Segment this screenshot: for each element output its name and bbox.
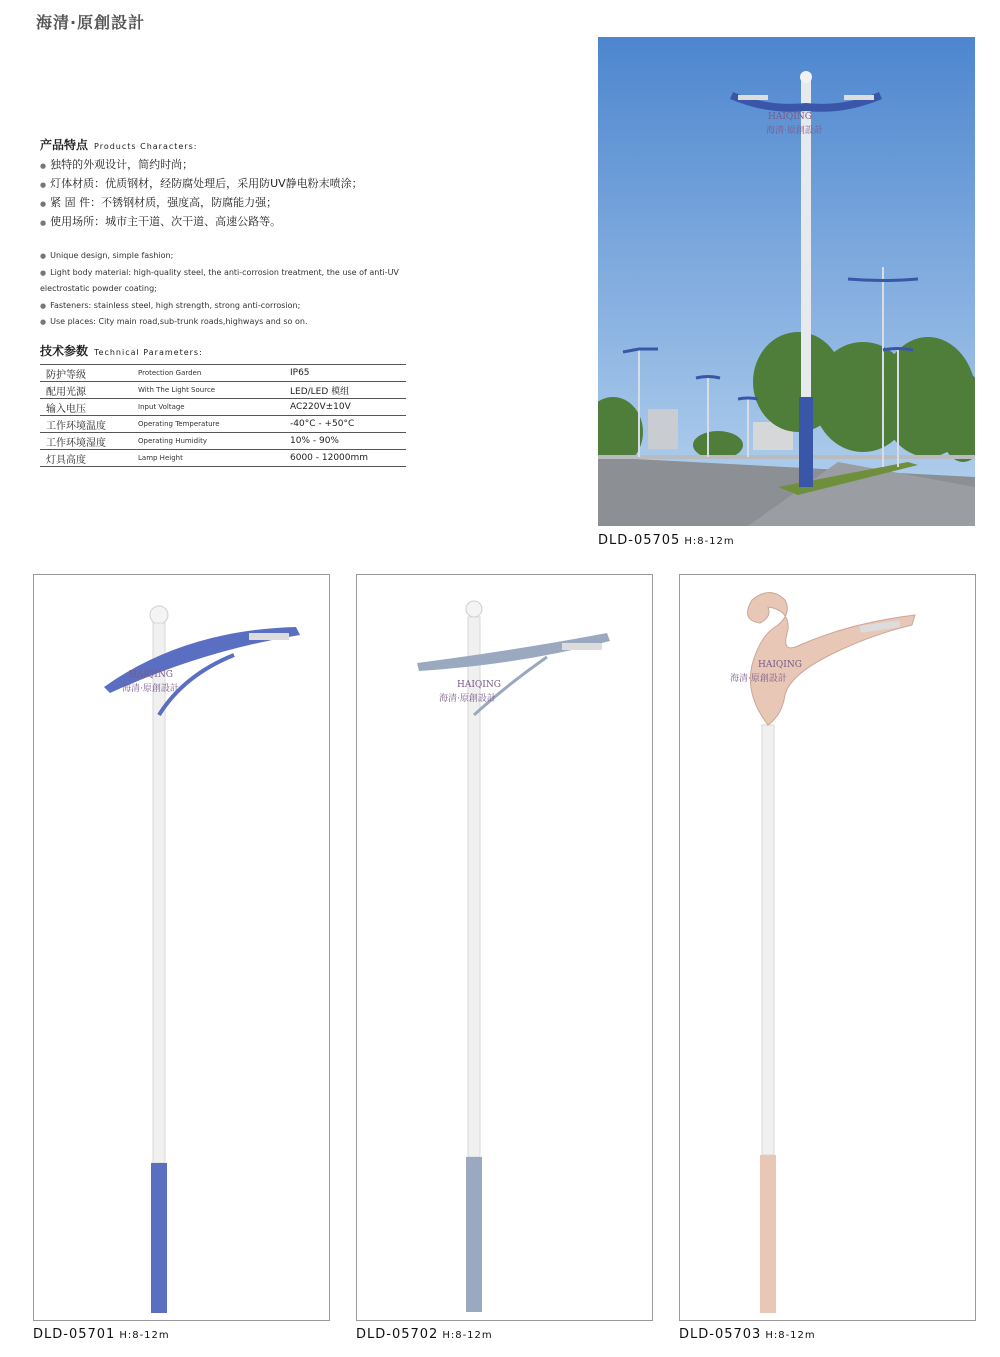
product-frame-05702 — [356, 574, 653, 1321]
features-list-en — [40, 248, 410, 331]
params-heading-en: Technical Parameters: — [94, 348, 203, 357]
table-row: 防护等级 Protection Garden IP65 — [40, 365, 406, 382]
table-row: 输入电压 Input Voltage AC220V±10V — [40, 399, 406, 416]
list-item: ● 独特的外观设计，简约时尚； — [40, 158, 194, 171]
params-table — [40, 364, 406, 467]
caption-05701: DLD-05701 H:8-12m — [33, 1327, 170, 1342]
lamp-illustration-05703 — [680, 575, 975, 1320]
list-item: ● 灯体材质：优质钢材，经防腐处理后，采用防UV静电粉末喷涂； — [40, 177, 363, 190]
photo-watermark-en: HAIQING — [768, 112, 812, 122]
params-heading — [40, 342, 203, 359]
features-heading-cn: 产品特点 — [40, 138, 89, 152]
product-frame-05701 — [33, 574, 330, 1321]
list-item: ● Use places: City main road,sub-trunk roads,highways and so on. — [40, 317, 308, 326]
list-item: ● 紧 固 件：不锈钢材质，强度高，防腐能力强； — [40, 196, 278, 209]
svg-text:海清·原創設計: 海清·原創設計 — [122, 684, 179, 694]
list-item: ● Light body material: high-quality steel, the anti-corrosion treatment, the use of anti-UV electrostatic powder coating; — [40, 267, 399, 293]
product-frame-05703 — [679, 574, 976, 1321]
svg-text:海清·原創設計: 海清·原創設計 — [730, 674, 787, 684]
table-row: 配用光源 With The Light Source LED/LED 模组 — [40, 382, 406, 399]
caption-05702: DLD-05702 H:8-12m — [356, 1327, 493, 1342]
features-heading — [40, 136, 197, 153]
lamp-illustration-05701 — [34, 575, 329, 1320]
features-list-cn — [40, 156, 440, 232]
street-photo — [598, 37, 975, 526]
params-heading-cn: 技术参数 — [40, 344, 89, 358]
table-row: 工作环境温度 Operating Temperature -40°C - +50°C — [40, 416, 406, 433]
caption-05705: DLD-05705 H:8-12m — [598, 533, 735, 548]
features-heading-en: Products Characters: — [94, 142, 198, 151]
svg-text:HAIQING: HAIQING — [758, 660, 802, 670]
photo-watermark-cn: 海清·原創設計 — [766, 126, 823, 136]
list-item: ● Fasteners: stainless steel, high strength, strong anti-corrosion; — [40, 300, 301, 310]
brand-title: 海清·原創設計 — [36, 13, 146, 32]
table-row: 灯具高度 Lamp Height 6000 - 12000mm — [40, 450, 406, 467]
list-item: ● Unique design, simple fashion; — [40, 251, 174, 260]
table-row: 工作环境湿度 Operating Humidity 10% - 90% — [40, 433, 406, 450]
svg-text:海清·原創設計: 海清·原創設計 — [439, 694, 496, 704]
lamp-illustration-05702 — [357, 575, 652, 1320]
street-scene-illustration — [598, 37, 975, 526]
svg-text:HAIQING: HAIQING — [457, 680, 501, 690]
list-item: ● 使用场所：城市主干道、次干道、高速公路等。 — [40, 215, 282, 228]
caption-05703: DLD-05703 H:8-12m — [679, 1327, 816, 1342]
svg-text:HAIQING: HAIQING — [129, 670, 173, 680]
